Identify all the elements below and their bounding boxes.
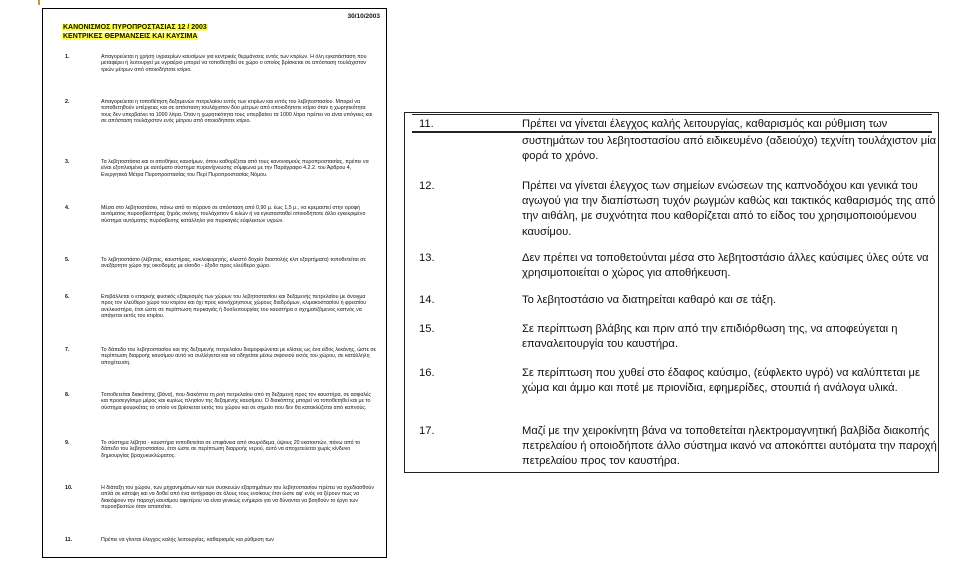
- item-text: Το δάπεδο του λεβητοστασίου και της δεξαμενής πετρελαίου διαμορφώνεται με κλίσεις ως ένα είδος λεκάνης, ώστε σε περίπτωση διαρροής καυσίμου αυτό να συλλέγεται και να οδηγείται μέσω σιφονιού εκτός του χώρου, σε κατάλληλη αποχέτευση.: [101, 347, 377, 366]
- item-text: Η διάταξη του χώρου, των μηχανημάτων και των συσκευών εξαρτημάτων του λεβητοστασίου πρέπει να σχεδιασθούν απλά σε κάτοψη και να δοθεί από ένα αντίγραφο σε όλους τους ενοίκους έτσι ώστε αφ' ενός να ξέρουν πως να διακόψουν την παροχή καυσίμου αφετέρου να είναι γενικώς ενήμεροι για να δύνανται να βοηθούν το έργο των πυροσβεστών όταν απαιτείται.: [101, 485, 374, 511]
- item-text: Σε περίπτωση βλάβης και πριν από την επιδιόρθωση της, να αποφεύγεται η επαναλειτουργία του καυστήρα.: [522, 323, 898, 351]
- item-text: Σε περίπτωση που χυθεί στο έδαφος καύσιμο, (εύφλεκτο υγρό) να καλύπτεται με χώμα και άμμο και ποτέ με πριονίδια, εφημερίδες, στουπιά ή ανάλογα υλικά.: [522, 367, 920, 395]
- item-number: 4.: [65, 205, 70, 211]
- item-text: Μέσα στο λεβητοστάσιο, πάνω από το πύρανο σε απόσταση από 0,90 μ. έως 1,5 μ., να κρεμαστεί στην οροφή αυτόματος πυροσβεστήρας ξηράς σκόνης τουλάχιστον 6 κιλών ή να εγκατασταθεί οποιοδήποτε άλλο εγκεκριμένο σύστημα αυτόματης πυρόσβεσης κατάλληλο για πυρκαγιές εύφλεκτων υγρών.: [101, 205, 366, 224]
- item-text: Πρέπει να γίνεται έλεγχος καλής λειτουργίας, καθαρισμός και ρύθμιση των: [101, 537, 274, 543]
- scanned-document-page: [42, 8, 387, 558]
- item-number: 10.: [65, 485, 73, 491]
- item-number: 8.: [65, 392, 70, 398]
- item-text: Επιβάλλεται ο επαρκής φυσικός εξαερισμός των χώρων του λεβητοστασίου και δεξαμενής πετρελαίου με άνοιγμα προς τον ελεύθερο χώρο του κτιρίου και όχι προς κοινόχρηστους χώρους διαδρόμων, κλιμακοστασίου ή φρεατίου ανελκυστήρα, έτσι ώστε σε περίπτωση πυρκαγιάς ή δυσλειτουργίας του καυστήρα ο σχηματιζόμενος καπνός να απάγεται εκτός του κτιρίου.: [101, 294, 367, 320]
- item-text: Απαγορεύεται η χρήση υγραερίων καυσίμων για κεντρικές θερμάνσεις εντός των κτιρίων. Η όλη εγκατάσταση που μεταφέρει ή λειτουργεί με υγραέριο μπορεί να τοποθετηθεί σε χώρο ο οποίος βρίσκεται σε απόσταση τουλάχιστον τριών μέτρων από οποιοδήποτε κτίριο.: [101, 54, 367, 73]
- top-edge-mark: [38, 0, 40, 5]
- item-text: Απαγορεύεται η τοποθέτηση δεξαμενών πετρελαίου εντός των κτιρίων και εντός του λεβητοστασίου. Μπορεί να τοποθετηθούν υπέργειες και σε απόσταση τουλάχιστον δύο μέτρων από οποιοδήποτε κτίριο όταν η χωρητικότητα τους δεν υπερβαίνει τα 1000 λίτρα. Όταν η χωρητικότητα τους υπερβαίνει τα 1000 λίτρα πρέπει να είναι υπόγειες και σε απόσταση τουλάχιστον ενός μέτρου από οποιοδήποτε κτίριο.: [101, 99, 373, 125]
- document-title-line1: ΚΑΝΟΝΙΣΜΟΣ ΠΥΡΟΠΡΟΣΤΑΣΙΑΣ 12 / 2003: [63, 24, 207, 31]
- item-text: Τα λεβητοστάσια και οι αποθήκες καυσίμων, όπου καθορίζεται από τους κανονισμούς πυροπροστασίας, πρέπει να είναι εξοπλισμένα με αυτόματο σύστημα πυρανίχνευσης σύμφωνα με την Παράγραφο 4.2.2. του Άρθρου 4, Ενεργητικά Μέτρα Πυροπροστασίας του Περί Πυροπροστασίας Νόμου.: [101, 159, 369, 178]
- item-number: 2.: [65, 99, 70, 105]
- item-number: 15.: [419, 323, 435, 335]
- item-text: Τοποθετείται διακόπτης (βάνα), που διακόπτει τη ροή πετρελαίου από τη δεξαμενή προς τον καυστήρα, σε ασφαλές και προσεγγίσιμο μέρος και κυρίως πλησίον της δεξαμενής καυσίμου. Ο διακόπτης μπορεί να τοποθετηθεί και με το σύστημα φουρκέτας το οποίο να βρίσκεται εκτός του χώρου και σε σημείο που δεν θα κατακλύζεται από καπνούς.: [101, 392, 371, 411]
- item-number: 11.: [419, 118, 434, 130]
- item-number: 13.: [419, 252, 435, 264]
- item-text: συστημάτων του λεβητοστασίου από ειδικευμένο (αδειούχο) τεχνίτη τουλάχιστον μία φορά το χρόνο.: [522, 135, 937, 163]
- item-number: 5.: [65, 257, 70, 263]
- item-text: Δεν πρέπει να τοποθετούνται μέσα στο λεβητοστάσιο άλλες καύσιμες ύλες ούτε να χρησιμοποιείται ο χώρος για αποθήκευση.: [522, 252, 929, 280]
- item-text: Πρέπει να γίνεται έλεγχος των σημείων ενώσεων της καπνοδόχου και γενικά του αγωγού για την διαπίστωση τυχόν ρωγμών καθώς και τακτικός καθαρισμός της από την αιθάλη, με συχνότητα που καθορίζεται από το είδος του χρησιμοποιούμενου καυσίμου.: [522, 180, 936, 238]
- document-date: 30/10/2003: [347, 13, 380, 20]
- item-number: 11.: [65, 537, 73, 543]
- item-text: Το σύστημα λέβητα - καυστήρα τοποθετείται σε επιφάνεια από σκυρόδεμα, ύψους 20 εκατοστών, πάνω από το δάπεδο του λεβητοστασίου, έτσι ώστε σε περίπτωση διαρροής νερού, αυτό να αποχετεύεται χωρίς κίνδυνο δημιουργίας βραχυκυκλώματος.: [101, 440, 361, 459]
- item-text: Μαζί με την χειροκίνητη βάνα να τοποθετείται ηλεκτρομαγνητική βαλβίδα διακοπής πετρελαίου ή οποιοδήποτε άλλο σύστημα ικανό να αποκόπτει αυτόματα την παροχή πετρελαίου προς τον καυστήρα.: [522, 425, 937, 468]
- item-number: 1.: [65, 54, 70, 60]
- item-number: 14.: [419, 294, 435, 306]
- item-number: 9.: [65, 440, 70, 446]
- item-text: Το λεβητοστάσιο να διατηρείται καθαρό και σε τάξη.: [522, 294, 777, 306]
- item-text: Πρέπει να γίνεται έλεγχος καλής λειτουργίας, καθαρισμός και ρύθμιση των: [522, 118, 888, 130]
- item-number: 3.: [65, 159, 70, 165]
- item-number: 12.: [419, 180, 435, 192]
- zoomed-excerpt-box: [404, 112, 939, 473]
- document-title: [62, 24, 208, 41]
- document-title-line2: ΚΕΝΤΡΙΚΕΣ ΘΕΡΜΑΝΣΕΙΣ ΚΑΙ ΚΑΥΣΙΜΑ: [63, 32, 198, 40]
- item-text: Το λεβητοστάσιο (λέβητας, καυστήρας, κυκλοφορητής, κλειστό δοχείο διαστολής κλπ εξαρτήματα) τοποθετείται σε ανεξάρτητο χώρο της οικοδομής με είσοδο - έξοδο προς ελεύθερο χώρο.: [101, 257, 366, 270]
- item-number: 7.: [65, 347, 70, 353]
- excerpt-top-rule: [412, 114, 932, 115]
- item-number: 16.: [419, 367, 435, 379]
- item-number: 17.: [419, 425, 435, 437]
- item-number: 6.: [65, 294, 70, 300]
